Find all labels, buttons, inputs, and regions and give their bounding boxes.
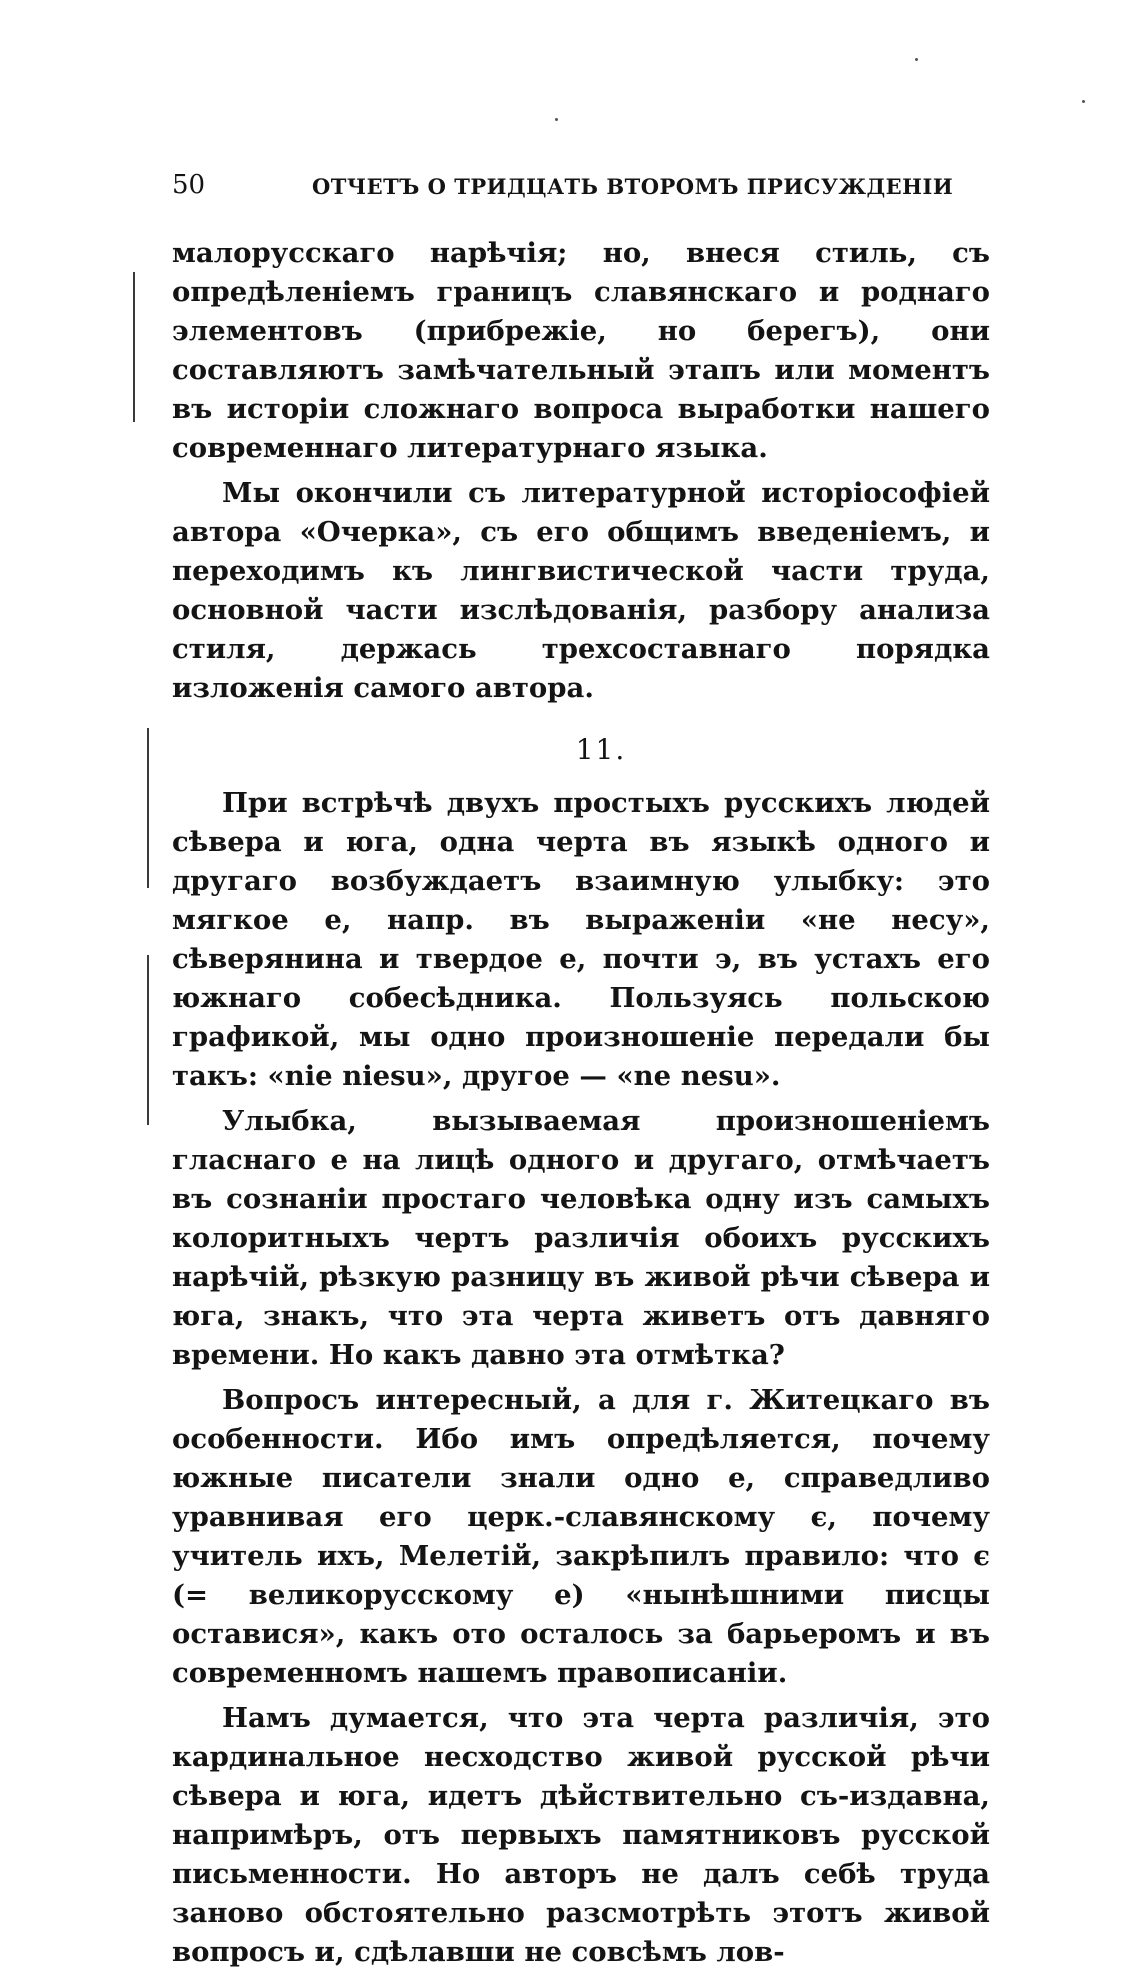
paragraph: Мы окончили съ литературной исторіософіей автора «Очерка», съ его общимъ введеніемъ, и переходимъ къ лингвистической части труда, основной части изслѣдованія, разбору анализа стиля, держась трехсоставнаго порядка изложенія самого автора. [172,477,990,704]
paragraph: Вопросъ интересный, а для г. Житецкаго въ особенности. Ибо имъ опредѣляется, почему южные писатели знали одно е, справедливо уравнивая его церк.-славянскому є, почему учитель ихъ, Мелетій, закрѣпилъ правило: что є (= великорусскому е) «нынѣшними писцы оставися», какъ ото осталось за барьеромъ и въ современномъ нашемъ правописаніи. [172,1384,990,1689]
scan-speck [555,118,558,121]
paragraph: При встрѣчѣ двухъ простыхъ русскихъ людей сѣвера и юга, одна черта въ языкѣ одного и другаго возбуждаетъ взаимную улыбку: это мягкое е, напр. въ выраженіи «не несу», сѣверянина и твердое е, почти э, въ устахъ его южнаго собесѣдника. Пользуясь польскою графикой, мы одно произношеніе передали бы такъ: «nie niesu», другое — «ne nesu». [172,787,990,1092]
paragraph-continued: малорусскаго нарѣчія; но, внеся стиль, съ опредѣленіемъ границъ славянскаго и роднаго элементовъ (прибрежіе, но берегъ), они составляютъ замѣчательный этапъ или моментъ въ исторіи сложнаго вопроса выработки нашего современнаго литературнаго языка. [172,237,990,464]
running-title: ОТЧЕТЪ О ТРИДЦАТЬ ВТОРОМЪ ПРИСУЖДЕНІИ [312,174,954,199]
margin-pencil-mark [147,728,149,888]
scan-speck [1082,100,1085,103]
main-text [172,234,990,1972]
margin-pencil-mark [133,272,135,422]
page-number: 50 [172,170,206,200]
margin-pencil-mark [147,955,149,1125]
paragraph: Намъ думается, что эта черта различія, это кардинальное несходство живой русской рѣчи сѣвера и юга, идетъ дѣйствительно съ-издавна, напримѣръ, отъ первыхъ памятниковъ русской письменности. Но авторъ не далъ себѣ труда заново обстоятельно разсмотрѣть этотъ живой вопросъ и, сдѣлавши не совсѣмъ лов- [172,1702,990,1968]
scan-speck [915,58,918,61]
section-number: 11. [575,733,627,766]
running-head [172,170,992,206]
paragraph: Улыбка, вызываемая произношеніемъ гласнаго е на лицѣ одного и другаго, отмѣчаетъ въ сознаніи простаго человѣка одну изъ самыхъ колоритныхъ чертъ различія обоихъ русскихъ нарѣчій, рѣзкую разницу въ живой рѣчи сѣвера и юга, знакъ, что эта черта живетъ отъ давняго времени. Но какъ давно эта отмѣтка? [172,1105,990,1371]
